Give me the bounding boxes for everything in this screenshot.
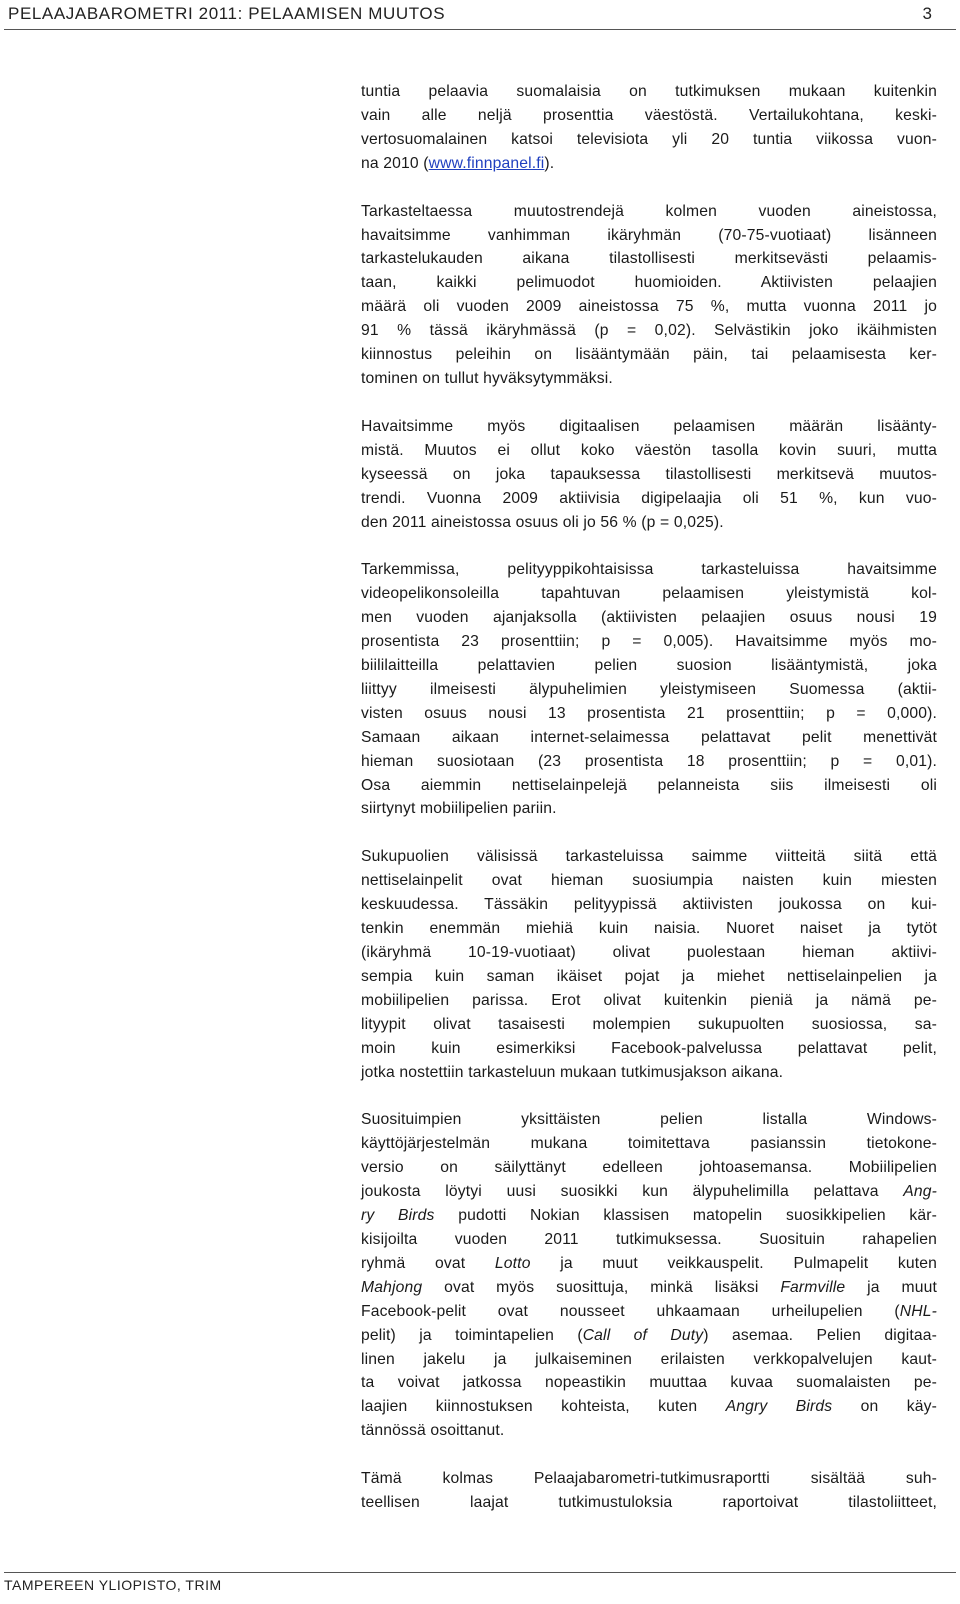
text-line: Suosituimpien yksittäisten pelien listalla Windows- [361, 1111, 937, 1129]
text-line: trendi. Vuonna 2009 aktiivisia digipelaajia oli 51 %, kun vuo- [361, 489, 937, 507]
text-line: kyseessä on joka tapauksessa tilastollisesti merkitsevä muutos- [361, 465, 937, 483]
text-line: määrä oli vuoden 2009 aineistossa 75 %, mutta vuonna 2011 jo [361, 298, 937, 316]
page-footer: TAMPEREEN YLIOPISTO, TRIM [4, 1577, 222, 1593]
text-line: tominen on tullut hyväksytymmäksi. [361, 369, 613, 387]
text-line: prosentista 23 prosenttiin; p = 0,005). Havaitsimme myös mo- [361, 633, 937, 651]
text-line: Tarkemmissa, pelityyppikohtaisissa tarkasteluissa havaitsimme [361, 561, 937, 579]
text-line: nettiselainpelit ovat hieman suosiumpia naisten kuin miesten [361, 872, 937, 890]
text-line: (ikäryhmä 10-19-vuotiaat) olivat puolestaan hieman aktiivi- [361, 944, 937, 961]
text-line: Mahjong ovat myös suosittuja, minkä lisäksi Farmville ja muut [361, 1278, 937, 1296]
text-line: laajien kiinnostuksen kohteista, kuten Angry Birds on käy- [361, 1398, 937, 1416]
text-line: mistä. Muutos ei ollut koko väestön tasolla kovin suuri, mutta [361, 441, 937, 459]
text-line: videopelikonsoleilla tapahtuvan pelaamisen yleistymistä kol- [361, 585, 937, 603]
finnpanel-link[interactable]: www.finnpanel.fi [428, 154, 545, 172]
game-title: ry Birds [361, 1207, 435, 1225]
running-title: PELAAJABAROMETRI 2011: PELAAMISEN MUUTOS [8, 4, 446, 23]
paragraph [361, 1108, 937, 1443]
game-title: NHL- [899, 1302, 937, 1320]
game-title: Angry Birds [725, 1398, 833, 1416]
text-line: mobiilipelien parissa. Erot olivat kuitenkin pieniä ja nämä pe- [361, 991, 937, 1009]
paragraph [361, 200, 937, 391]
text-line: käyttöjärjestelmän mukana toimitettava pasianssin tietokone- [361, 1135, 937, 1153]
text-line: tenkin enemmän miehiä kuin naisia. Nuoret naiset ja tytöt [361, 920, 937, 938]
text-line: havaitsimme vanhimman ikäryhmän (70-75-vuotiaat) lisänneen [361, 226, 937, 244]
game-title: Call of Duty [582, 1326, 704, 1344]
text-line: ta voivat jatkossa nopeastikin muuttaa kuvaa suomalaisten pe- [361, 1374, 937, 1392]
text-line: tuntia pelaavia suomalaisia on tutkimuksen mukaan kuitenkin [361, 83, 937, 100]
footer-divider [4, 1572, 956, 1573]
text-line: lityypit olivat tasaisesti molempien sukupuolten suosiossa, sa- [361, 1015, 937, 1033]
body-text [361, 80, 937, 1539]
text-line: tännössä osoittanut. [361, 1422, 505, 1440]
text-line: linen jakelu ja julkaiseminen erilaisten verkkopalvelujen kaut- [361, 1350, 937, 1368]
text-line: kisijoilta vuoden 2011 tutkimuksessa. Suosituin rahapelien [361, 1230, 937, 1248]
header-divider [4, 29, 956, 30]
text-line: men vuoden ajanjaksolla (aktiivisten pelaajien osuus nousi 19 [361, 609, 937, 627]
text-line: jotka nostettiin tarkasteluun mukaan tutkimusjakson aikana. [361, 1063, 784, 1081]
text-line: biililaitteilla pelattavien pelien suosion lisääntymistä, joka [361, 657, 937, 675]
paragraph [361, 845, 937, 1084]
text-line: ryhmä ovat Lotto ja muut veikkauspelit. Pulmapelit kuten [361, 1254, 938, 1272]
game-title: Mahjong [361, 1278, 423, 1296]
text-line: teellisen laajat tutkimustuloksia raportoivat tilastoliitteet, [361, 1494, 937, 1512]
text-line: vertosuomalainen katsoi televisiota yli 20 tuntia viikossa vuon- [361, 130, 937, 148]
text-line: taan, kaikki pelimuodot huomioiden. Aktiivisten pelaajien [361, 274, 937, 292]
text-line: versio on säilyttänyt edelleen johtoasemansa. Mobiilipelien [361, 1159, 937, 1177]
text-line: den 2011 aineistossa osuus oli jo 56 % (p = 0,025). [361, 513, 724, 531]
text-line: Tämä kolmas Pelaajabarometri-tutkimusraportti sisältää suh- [361, 1470, 937, 1488]
text-line: keskuudessa. Tässäkin pelityypissä aktiivisten joukossa on kui- [361, 896, 937, 914]
text-line: Osa aiemmin nettiselainpelejä pelanneista siis ilmeisesti oli [361, 776, 937, 794]
text-line: Sukupuolien välisissä tarkasteluissa saimme viitteitä siitä että [361, 848, 937, 866]
text-line: siirtynyt mobiilipelien pariin. [361, 800, 557, 818]
text-line: sempia kuin saman ikäiset pojat ja miehet nettiselainpelien ja [361, 967, 937, 985]
paragraph [361, 80, 937, 176]
text-line: joukosta löytyi uusi suosikki kun älypuhelimilla pelattava Ang- [361, 1183, 937, 1201]
paragraph [361, 558, 937, 821]
text-line: tarkastelukauden aikana tilastollisesti merkitsevästi pelaamis- [361, 250, 937, 268]
page-number: 3 [922, 4, 932, 23]
text-line: 91 % tässä ikäryhmässä (p = 0,02). Selvästikin joko ikäihmisten [361, 322, 937, 340]
text-line: hieman suosiotaan (23 prosentista 18 prosenttiin; p = 0,01). [361, 752, 937, 770]
text-line: visten osuus nousi 13 prosentista 21 prosenttiin; p = 0,000). [361, 704, 937, 722]
game-title: Lotto [494, 1254, 531, 1272]
text-line: liittyy ilmeisesti älypuhelimien yleistymiseen Suomessa (aktii- [361, 680, 937, 698]
text-line: na 2010 (www.finnpanel.fi). [361, 154, 555, 172]
paragraph [361, 415, 937, 535]
text-line: ry Birds pudotti Nokian klassisen matopelin suosikkipelien kär- [361, 1207, 937, 1225]
page-header [4, 0, 956, 26]
paragraph [361, 1467, 937, 1515]
game-title: Farmville [780, 1278, 846, 1296]
text-line: moin kuin esimerkiksi Facebook-palvelussa pelattavat pelit, [361, 1039, 937, 1057]
text-line: Facebook-pelit ovat nousseet uhkaamaan urheilupelien (NHL- [361, 1302, 937, 1320]
text-line: vain alle neljä prosenttia väestöstä. Vertailukohtana, keski- [361, 106, 937, 124]
text-line: Havaitsimme myös digitaalisen pelaamisen määrän lisäänty- [361, 417, 937, 435]
text-line: kiinnostus peleihin on lisääntymään päin, tai pelaamisesta ker- [361, 346, 937, 364]
game-title: Ang- [903, 1183, 937, 1201]
text-line: Tarkasteltaessa muutostrendejä kolmen vuoden aineistossa, [361, 202, 937, 220]
text-line: pelit) ja toimintapelien (Call of Duty) asemaa. Pelien digitaa- [361, 1326, 938, 1344]
text-line: Samaan aikaan internet-selaimessa pelattavat pelit menettivät [361, 728, 937, 746]
